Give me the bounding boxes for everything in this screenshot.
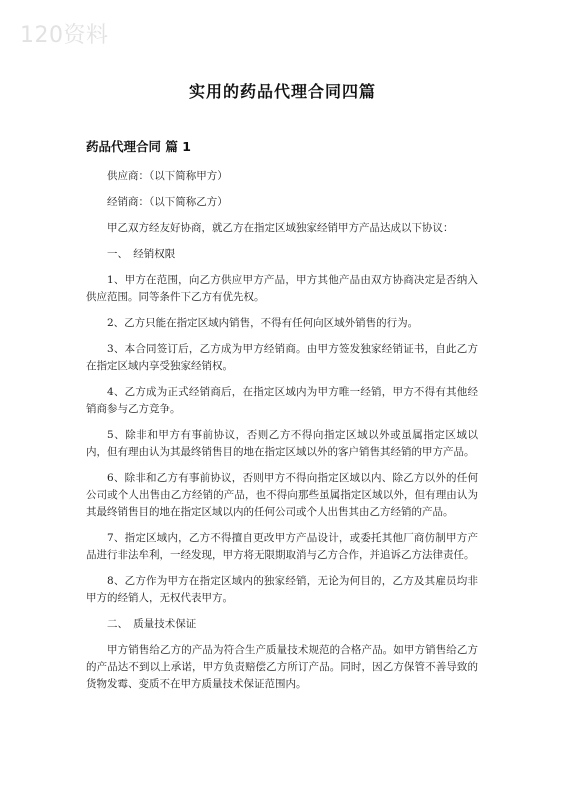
clause-8: 8、乙方作为甲方在指定区域内的独家经销，无论为何目的，乙方及其雇员均非甲方的经销人，无权代表甲方。 bbox=[86, 575, 478, 604]
watermark: 120资料 bbox=[20, 23, 109, 48]
quality-paragraph: 甲方销售给乙方的产品为符合生产质量技术规范的合格产品。如甲方销售给乙方的产品达不到以上承诺，甲方负责赔偿乙方所订产品。同时，因乙方保管不善导致的货物发霉、变质不在甲方质量技术保证范围内。 bbox=[86, 644, 478, 690]
clause-1: 1、甲方在范围，向乙方供应甲方产品，甲方其他产品由双方协商决定是否纳入供应范围。同等条件下乙方有优先权。 bbox=[86, 274, 478, 303]
section-title-2: 二、 质量技术保证 bbox=[107, 618, 197, 630]
clause-6: 6、除非和乙方有事前协议，否则甲方不得向指定区域以内、除乙方以外的任何公司或个人出售由乙方经销的产品，也不得向那些虽属指定区域以外，但有理由认为其最终销售目的地在指定区域以内的任何公司或个人出售其由乙方经销的产品。 bbox=[86, 472, 478, 518]
section-heading: 药品代理合同 篇 1 bbox=[86, 139, 191, 154]
clause-3: 3、本合同签订后，乙方成为甲方经销商。由甲方签发独家经销证书，自此乙方在指定区域内享受独家经销权。 bbox=[86, 343, 478, 372]
clause-7: 7、指定区域内，乙方不得擅自更改甲方产品设计，或委托其他厂商仿制甲方产品进行非法牟利，一经发现，甲方将无限期取消与乙方合作，并追诉乙方法律责任。 bbox=[86, 532, 478, 561]
clause-4: 4、乙方成为正式经销商后，在指定区域内为甲方唯一经销，甲方不得有其他经销商参与乙方竞争。 bbox=[86, 386, 478, 415]
document-body bbox=[86, 168, 478, 702]
paragraph-supplier: 供应商：（以下简称甲方） bbox=[107, 170, 228, 182]
clause-2: 2、乙方只能在指定区域内销售，不得有任何向区域外销售的行为。 bbox=[107, 317, 419, 329]
paragraph-intro: 甲乙双方经友好协商，就乙方在指定区域独家经销甲方产品达成以下协议： bbox=[107, 222, 454, 234]
document-title: 实用的药品代理合同四篇 bbox=[188, 82, 376, 101]
paragraph-distributor: 经销商：（以下简称乙方） bbox=[107, 196, 228, 208]
clause-5: 5、除非和甲方有事前协议，否则乙方不得向指定区域以外或虽属指定区域以内，但有理由认为其最终销售目的地在指定区域以外的客户销售其经销的甲方产品。 bbox=[86, 429, 478, 458]
section-title-1: 一、 经销权限 bbox=[107, 248, 176, 260]
